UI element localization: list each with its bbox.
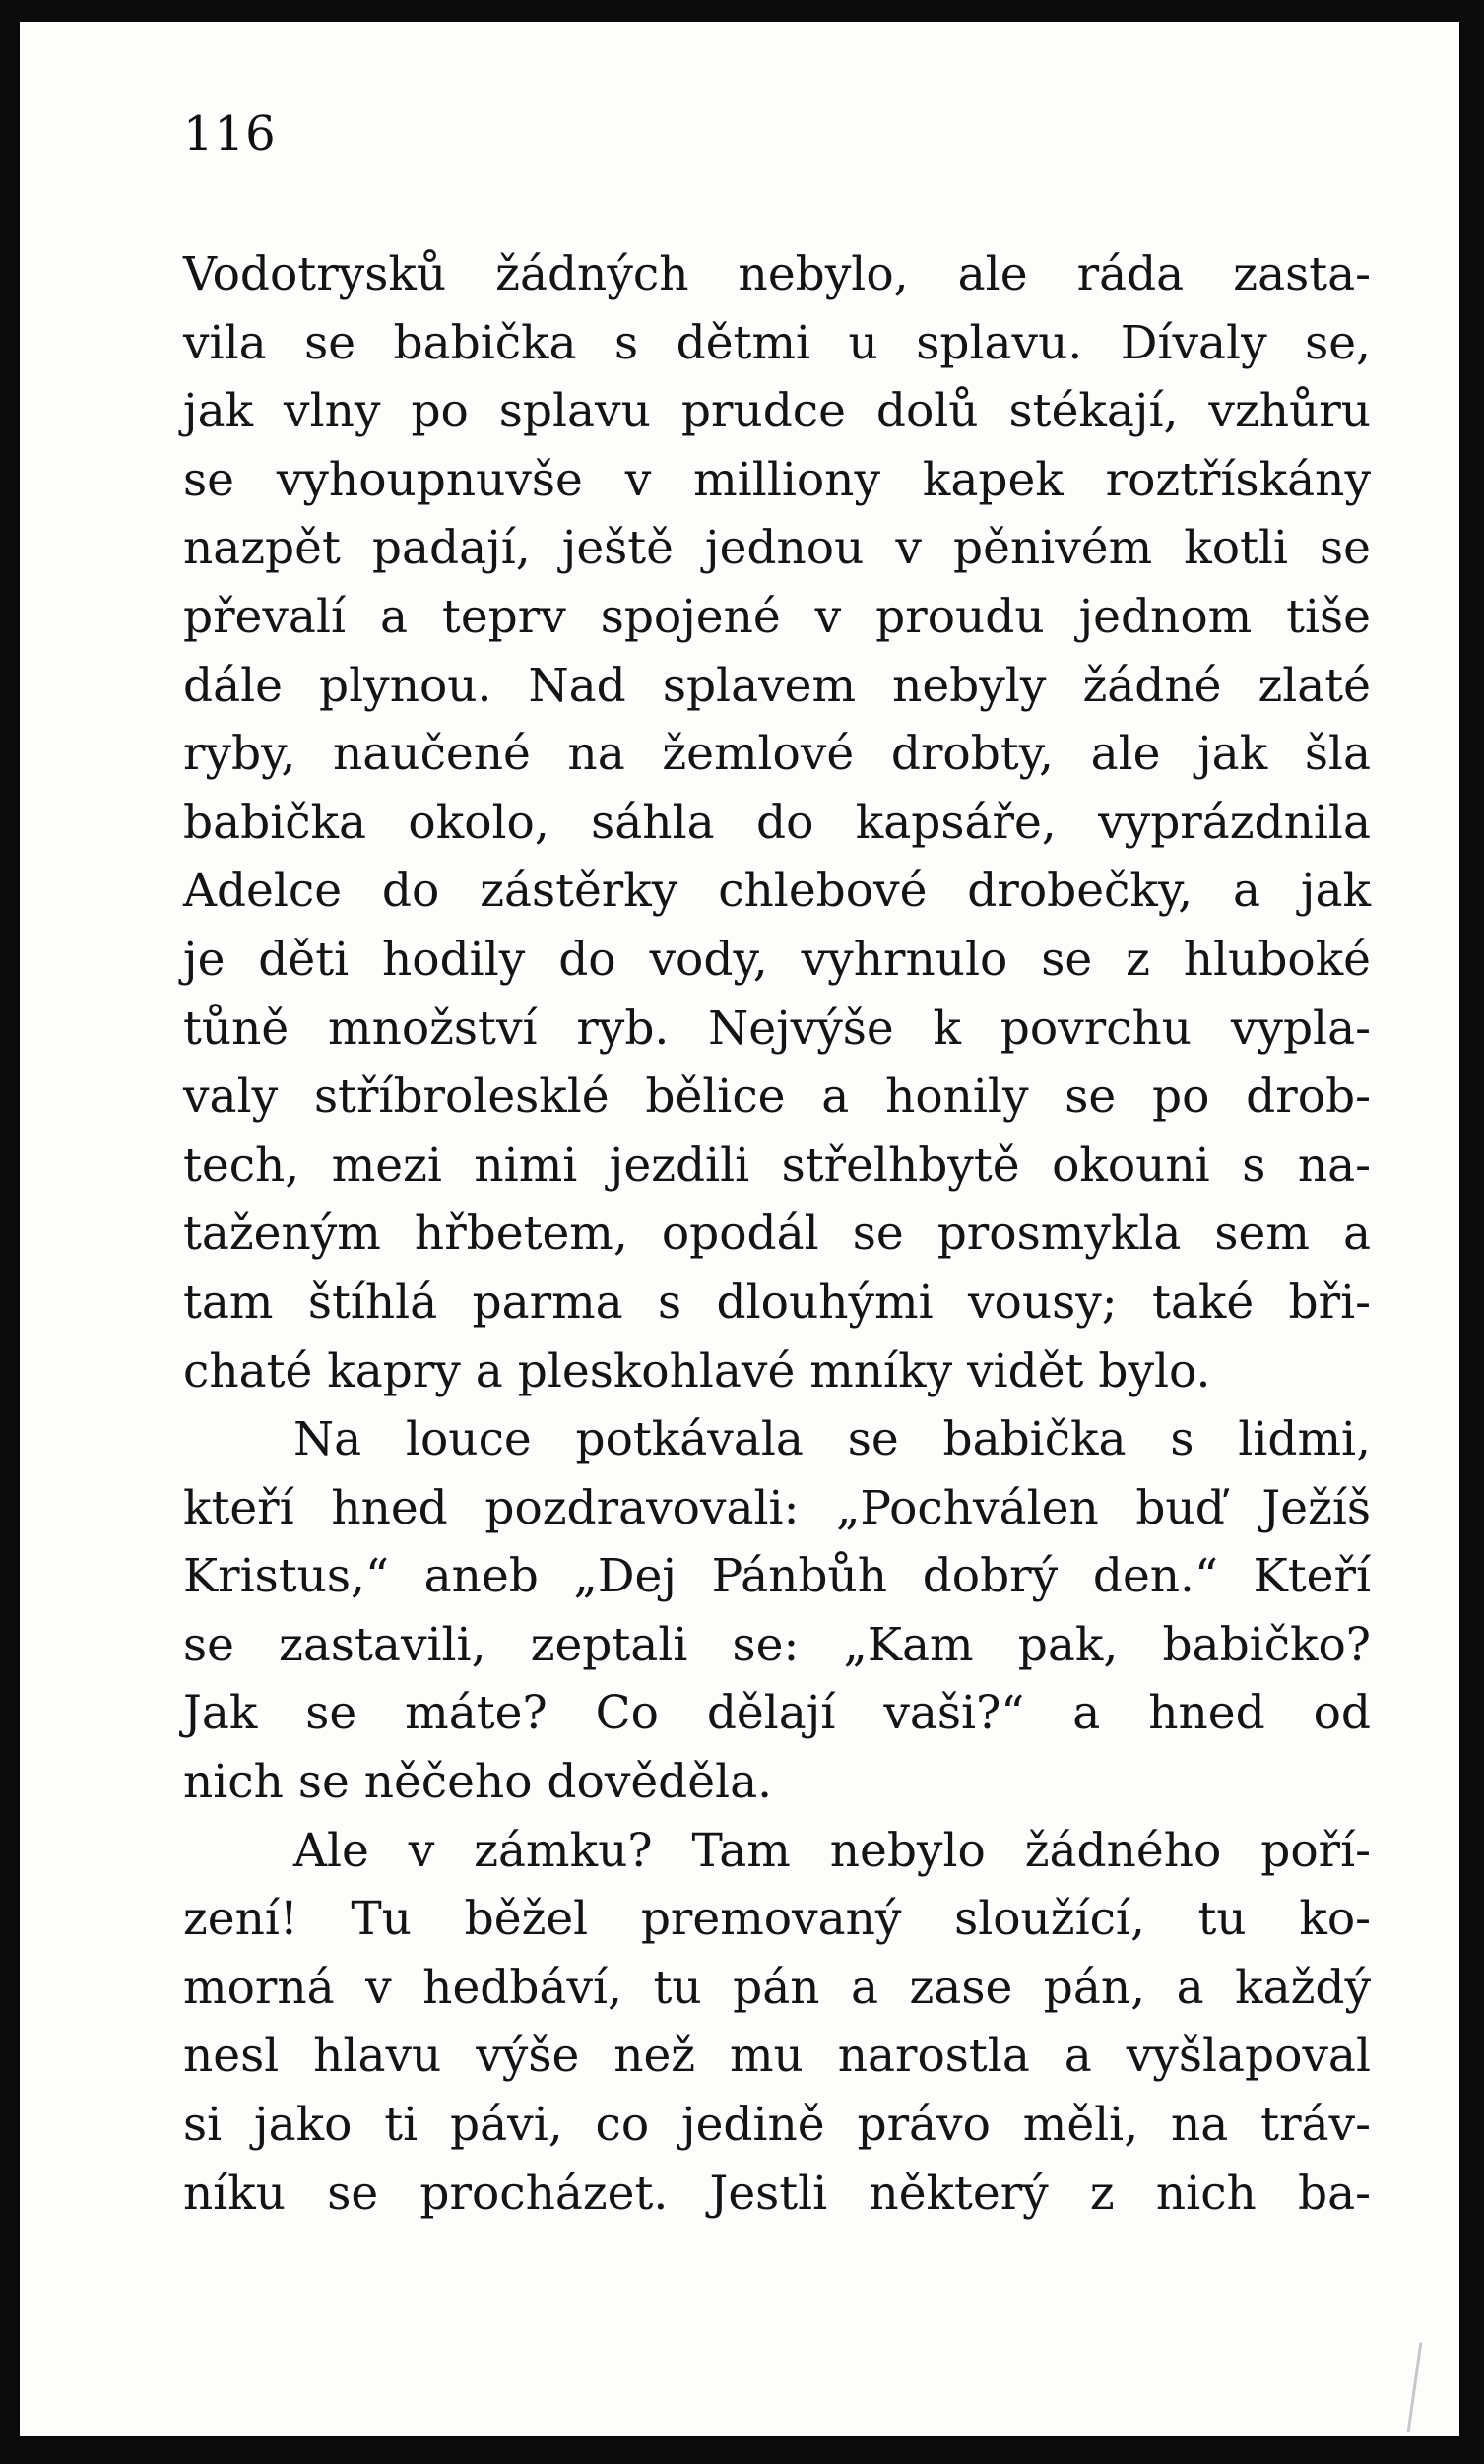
text-line: taženým hřbetem, opodál se prosmykla sem a — [183, 1206, 1371, 1262]
text-line: babička okolo, sáhla do kapsáře, vyprázdnila — [183, 795, 1371, 850]
text-line: je děti hodily do vody, vyhrnulo se z hluboké — [183, 932, 1371, 987]
text-line: chaté kapry a pleskohlavé mníky vidět bylo. — [183, 1343, 1211, 1398]
text-line: nich se něčeho dověděla. — [183, 1755, 773, 1810]
text-line: vila se babička s dětmi u splavu. Dívaly se, — [183, 315, 1371, 370]
text-line: jak vlny po splavu prudce dolů stékají, vzhůru — [183, 384, 1371, 439]
text-line: Adelce do zástěrky chlebové drobečky, a jak — [183, 864, 1371, 919]
book-page — [20, 22, 1459, 2436]
text-line: tůně množství ryb. Nejvýše k povrchu vypla- — [183, 1001, 1371, 1056]
text-line: níku se procházet. Jestli některý z nich ba- — [183, 2166, 1371, 2221]
text-line: Na louce potkávala se babička s lidmi, — [293, 1412, 1371, 1467]
text-line: Kristus,“ aneb „Dej Pánbůh dobrý den.“ Kteří — [183, 1549, 1371, 1604]
text-line: tech, mezi nimi jezdili střelhbytě okouni s na- — [183, 1137, 1371, 1193]
text-line: si jako ti pávi, co jedině právo měli, na tráv- — [183, 2098, 1371, 2153]
body-text — [183, 240, 1371, 2228]
text-line: tam štíhlá parma s dlouhými vousy; také bři- — [183, 1274, 1371, 1329]
page-number: 116 — [183, 106, 277, 162]
page-edge-mark — [1407, 2342, 1423, 2432]
text-line: nazpět padají, ještě jednou v pěnivém kotli se — [183, 521, 1371, 576]
text-line: převalí a teprv spojené v proudu jednom tiše — [183, 589, 1371, 644]
text-line: nesl hlavu výše než mu narostla a vyšlapoval — [183, 2029, 1371, 2084]
text-line: valy stříbrolesklé bělice a honily se po drob- — [183, 1070, 1371, 1125]
text-line: Vodotrysků žádných nebylo, ale ráda zasta- — [183, 247, 1371, 301]
text-line: morná v hedbáví, tu pán a zase pán, a každý — [183, 1960, 1371, 2015]
text-line: se vyhoupnuvše v milliony kapek roztřískány — [183, 452, 1371, 507]
text-line: se zastavili, zeptali se: „Kam pak, babičko? — [183, 1617, 1371, 1672]
text-line: kteří hned pozdravovali: „Pochválen buď Ježíš — [183, 1480, 1371, 1535]
text-line: dále plynou. Nad splavem nebyly žádné zlaté — [183, 658, 1371, 713]
text-line: zení! Tu běžel premovaný sloužící, tu ko- — [183, 1892, 1371, 1947]
text-line: Ale v zámku? Tam nebylo žádného poří- — [293, 1823, 1371, 1878]
text-line: Jak se máte? Co dělají vaši?“ a hned od — [183, 1686, 1371, 1741]
text-line: ryby, naučené na žemlové drobty, ale jak šla — [183, 727, 1371, 782]
